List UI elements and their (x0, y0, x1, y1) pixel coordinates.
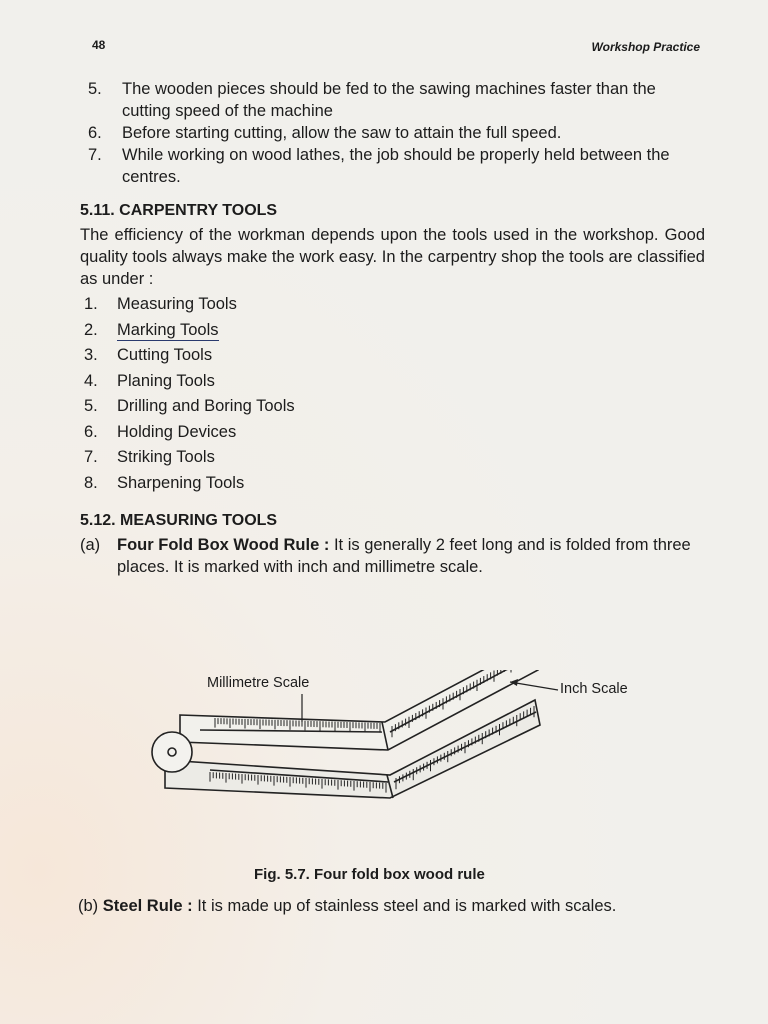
item-text: It is generally 2 feet long and is folded from three places. It is marked with inch and millimetre scale. (117, 536, 691, 576)
list-item (80, 471, 705, 497)
page-number: 48 (92, 38, 106, 52)
millimetre-scale-label: Millimetre Scale (207, 675, 310, 691)
section-heading-carpentry: 5.11. CARPENTRY TOOLS (80, 202, 278, 219)
item-number: 5. (88, 80, 102, 98)
measuring-item-b (78, 895, 718, 917)
item-number: 1. (84, 295, 98, 313)
item-number: 4. (84, 371, 98, 390)
four-fold-rule-illustration (150, 670, 650, 850)
item-label: (a) (80, 536, 101, 554)
item-label: Holding Devices (117, 422, 237, 441)
running-head: Workshop Practice (591, 40, 700, 54)
item-text: The wooden pieces should be fed to the sawing machines faster than the cutting speed of the machine (122, 80, 656, 120)
item-title: Steel Rule : (102, 897, 193, 915)
list-item (80, 343, 705, 369)
precaution-item (80, 78, 705, 122)
item-number: 7. (84, 448, 98, 466)
page-body (80, 78, 705, 578)
list-item (80, 318, 705, 344)
item-text: While working on wood lathes, the job should be properly held between the centres. (122, 146, 670, 186)
carpentry-intro: The efficiency of the workman depends upon the tools used in the workshop. Good quality tools always make the work easy. In the carpentry shop the tools are classified as under : (80, 226, 705, 288)
item-number: 6. (84, 422, 98, 441)
section-heading-measuring: 5.12. MEASURING TOOLS (80, 512, 278, 529)
item-number: 8. (84, 473, 98, 492)
list-item (80, 445, 705, 471)
item-number: 7. (88, 146, 102, 164)
item-text: Before starting cutting, allow the saw to attain the full speed. (122, 124, 562, 142)
item-number: 2. (84, 320, 98, 339)
carpentry-tool-list (80, 292, 705, 496)
item-number: 5. (84, 397, 98, 415)
measuring-item-a (80, 534, 705, 578)
item-label: (b) (78, 897, 99, 915)
page-header (92, 38, 700, 62)
precaution-item (80, 122, 705, 144)
inch-scale-label: Inch Scale (560, 681, 628, 697)
item-label: Striking Tools (117, 448, 215, 466)
list-item (80, 420, 705, 446)
item-label: Cutting Tools (117, 346, 213, 364)
item-label: Planing Tools (117, 371, 215, 390)
precaution-item (80, 144, 705, 188)
item-number: 3. (84, 346, 98, 364)
list-item (80, 292, 705, 318)
item-label: Marking Tools (117, 320, 219, 339)
item-title: Four Fold Box Wood Rule : (117, 536, 330, 554)
list-item (80, 369, 705, 395)
item-label: Drilling and Boring Tools (117, 397, 295, 415)
item-number: 6. (88, 124, 102, 142)
figure-caption: Fig. 5.7. Four fold box wood rule (254, 866, 485, 883)
list-item (80, 394, 705, 420)
item-label: Sharpening Tools (117, 473, 245, 492)
item-label: Measuring Tools (117, 295, 237, 313)
item-text: It is made up of stainless steel and is marked with scales. (197, 897, 617, 915)
